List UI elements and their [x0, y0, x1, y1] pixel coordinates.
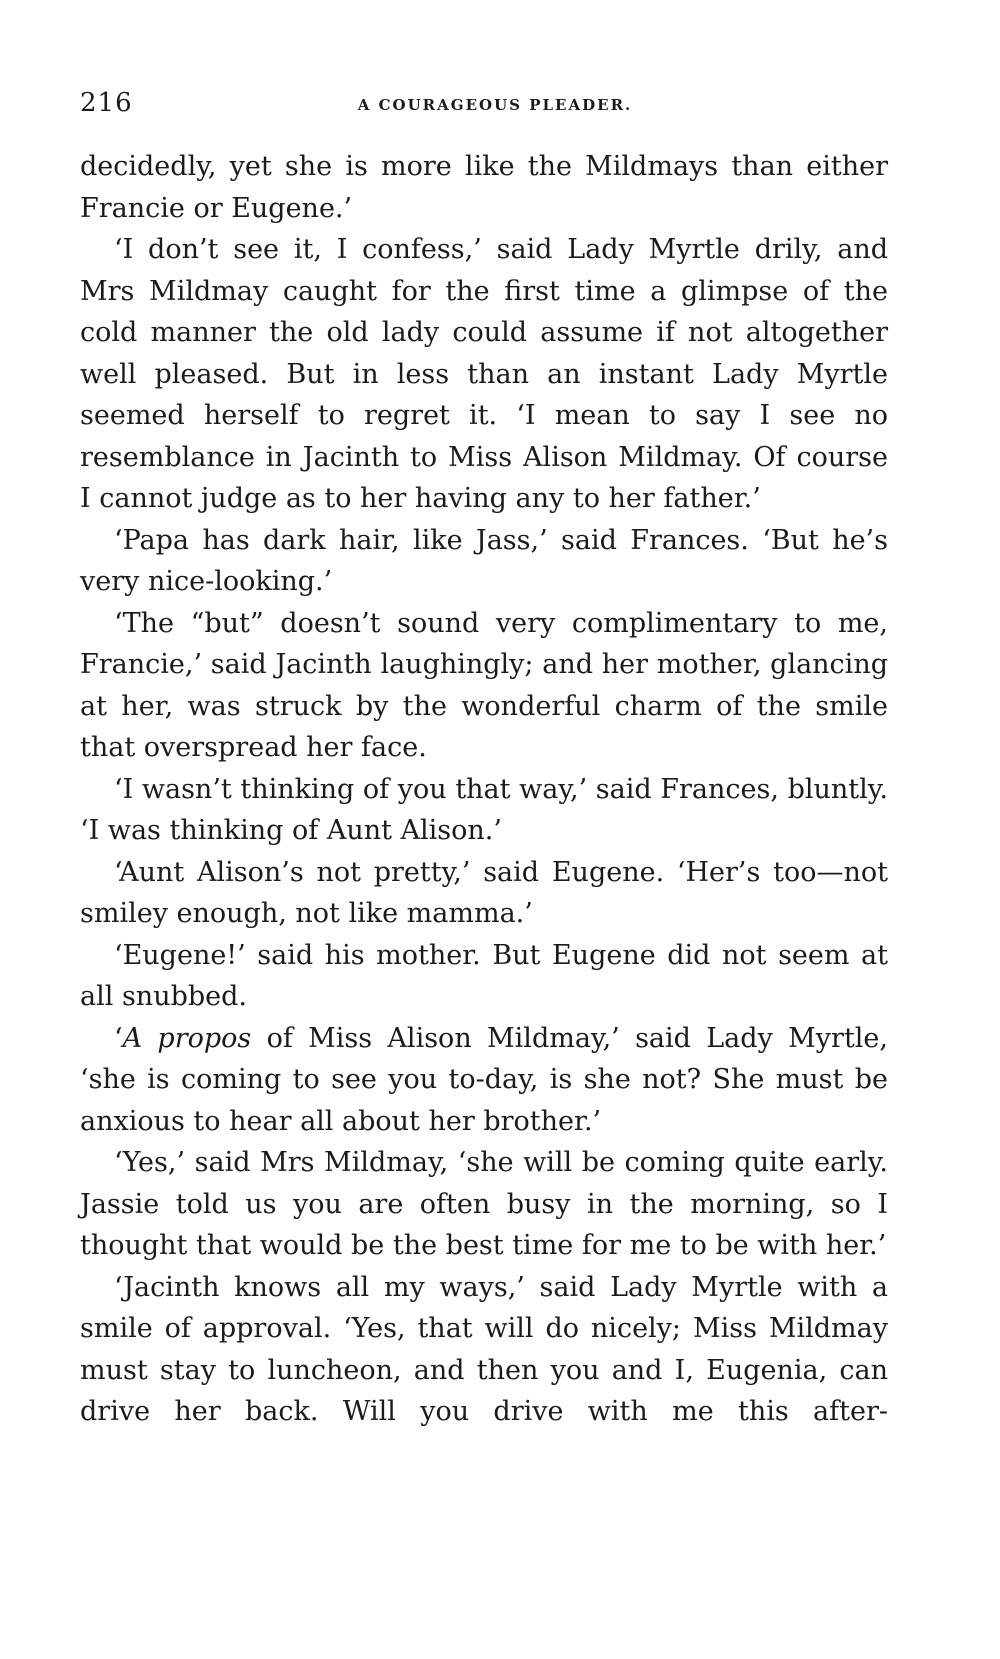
paragraph-8: ‘A propos of Miss Alison Mildmay,’ said Lady Myrtle, ‘she is coming to see you to-day, is she not? She must be anxious to hear all about her brother.’: [80, 1022, 888, 1137]
paragraph-2: ‘I don’t see it, I confess,’ said Lady Myrtle drily, and Mrs Mildmay caught for the first time a glimpse of the cold manner the old lady could assume if not altogether well pleased. But in less than an instant Lady Myrtle seemed herself to regret it. ‘I mean to say I see no resemblance in Jacinth to Miss Alison Mildmay. Of course I cannot judge as to her having any to her father.’: [80, 234, 888, 514]
paragraph-4: ‘The “but” doesn’t sound very complimentary to me, Francie,’ said Jacinth laughingly; and her mother, glancing at her, was struck by the wonderful charm of the smile that overspread her face.: [80, 607, 888, 763]
paragraph-9: ‘Yes,’ said Mrs Mildmay, ‘she will be coming quite early. Jassie told us you are often busy in the morning, so I thought that would be the best time for me to be with her.’: [80, 1147, 888, 1261]
paragraph-6: ‘Aunt Alison’s not pretty,’ said Eugene. ‘Her’s too—not smiley enough, not like mamma.’: [80, 856, 888, 929]
page-header: [80, 88, 890, 128]
page-number: 216: [80, 88, 133, 118]
paragraph-10: ‘Jacinth knows all my ways,’ said Lady Myrtle with a smile of approval. ‘Yes, that will do nicely; Miss Mildmay must stay to luncheon, and then you and I, Eugenia, can drive her back. Will you drive with me this after-: [80, 1271, 888, 1427]
running-title: A COURAGEOUS PLEADER.: [357, 96, 633, 114]
paragraph-5: ‘I wasn’t thinking of you that way,’ said Frances, bluntly. ‘I was thinking of Aunt Alison.’: [80, 773, 888, 846]
italic-phrase: A propos: [122, 1022, 252, 1054]
body-text: [80, 146, 888, 1433]
paragraph-1: decidedly, yet she is more like the Mildmays than either Francie or Eugene.’: [80, 151, 888, 224]
paragraph-3: ‘Papa has dark hair, like Jass,’ said Frances. ‘But he’s very nice-looking.’: [80, 524, 888, 597]
paragraph-7: ‘Eugene!’ said his mother. But Eugene did not seem at all snubbed.: [80, 939, 888, 1012]
